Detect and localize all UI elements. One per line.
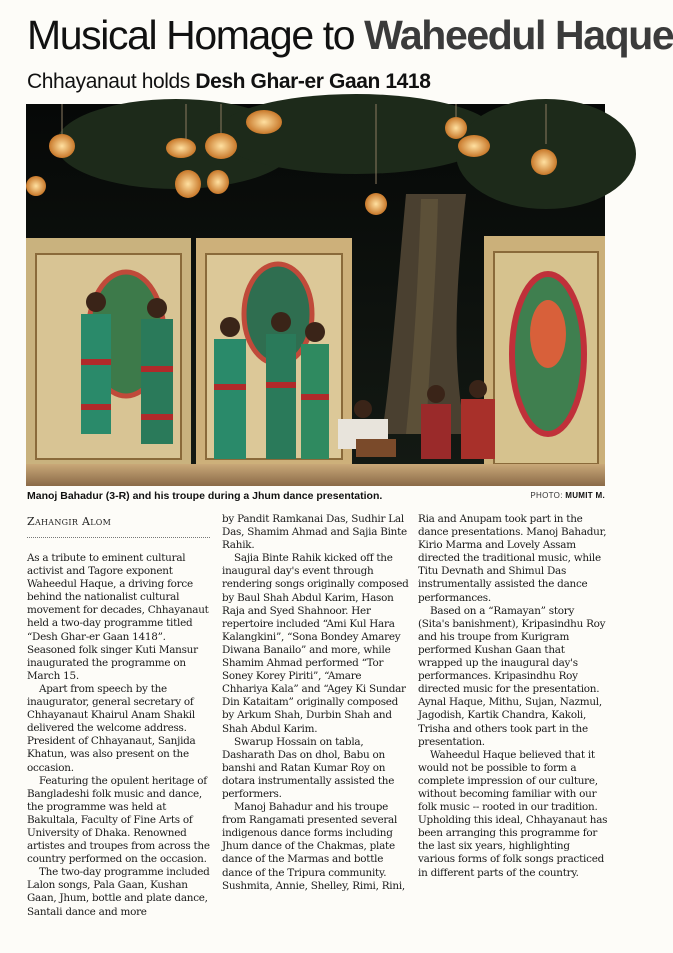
byline-divider xyxy=(27,537,210,538)
paragraph: Waheedul Haque believed that it would not be possible to form a complete impression of our culture, without becoming familiar with our folk music -- rooted in our tradition. Upholding this ideal, Chhayanaut has been arranging this programme for the last six years, highlighting various forms of folk songs practiced in different parts of the country. xyxy=(418,748,608,879)
subhead-event: Desh Ghar-er Gaan 1418 xyxy=(195,70,431,93)
headline-lead: Musical Homage to xyxy=(27,12,365,58)
subheadline xyxy=(27,70,430,94)
photo-credit-name: MUMIT M. xyxy=(565,491,605,500)
article-column-1 xyxy=(27,552,215,919)
paragraph: Apart from speech by the inaugurator, general secretary of Chhayanaut Khairul Anam Shakil delivered the welcome address. President of Chhayanaut, Sanjida Khatun, was also present on the occasion. xyxy=(27,682,196,774)
photo-caption: Manoj Bahadur (3-R) and his troupe during a Jhum dance presentation. xyxy=(27,490,383,502)
headline xyxy=(27,14,673,57)
article-column-2 xyxy=(222,513,410,893)
paragraph: by Pandit Ramkanai Das, Sudhir Lal Das, Shamim Ahmad and Sajia Binte Rahik. xyxy=(222,513,407,552)
photo-credit xyxy=(530,491,605,500)
paragraph: Sajia Binte Rahik kicked off the inaugural day's event through rendering songs originally composed by Baul Shah Abdul Karim, Hason Raja and Syed Shahnoor. Her repertoire included “Ami Kul Hara Kalangkini”, “Sona Bondey Amarey Diwana Banailo” and more, while Shamim Ahmad performed “Tor Soney Korey Piriti”, “Amare Chhariya Kala” and “Agey Ki Sundar Din Kataitam” originally composed by Arkum Shah, Durbin Shah and Shah Abdul Karim. xyxy=(222,552,409,735)
paragraph: As a tribute to eminent cultural activist and Tagore exponent Waheedul Haque, a driving force behind the nationalist cultural movement for decades, Chhayanaut held a two-day programme titled “Desh Ghar-er Gaan 1418”. Seasoned folk singer Kuti Mansur inaugurated the programme on March 15. xyxy=(27,552,209,682)
photo-credit-label: PHOTO: xyxy=(530,491,563,500)
paragraph: Swarup Hossain on tabla, Dasharath Das on dhol, Babu on banshi and Ratan Kumar Roy on dotara instrumentally assisted the performers. xyxy=(222,735,395,800)
dance-photo xyxy=(26,104,605,486)
paragraph: Featuring the opulent heritage of Bangladeshi folk music and dance, the programme was held at Bakultala, Faculty of Fine Arts of University of Dhaka. Renowned artistes and troupes from across the country performed on the occasion. xyxy=(27,774,210,866)
paragraph: Manoj Bahadur and his troupe from Rangamati presented several indigenous dance forms including Jhum dance of the Chakmas, plate dance of the Marmas and bottle dance of the Tripura community. Sushmita, Annie, Shelley, Rimi, Rini, xyxy=(222,801,405,892)
subhead-lead: Chhayanaut holds xyxy=(27,70,196,93)
byline: Zahangir Alom xyxy=(27,515,112,528)
paragraph: Ria and Anupam took part in the dance presentations. Manoj Bahadur, Kirio Marma and Lovely Assam directed the traditional music, while Titu Devnath and Shimul Das instrumentally assisted the dance performances. xyxy=(418,513,607,604)
paragraph: Based on a “Ramayan” story (Sita's banishment), Kripasindhu Roy and his troupe from Kurigram performed Kushan Gaan that wrapped up the inaugural day's performances. Kripasindhu Roy directed music for the presentation. Aynal Haque, Mithu, Sujan, Nazmul, Jagodish, Kartik Chandra, Kakoli, Trisha and others took part in the presentation. xyxy=(418,604,606,748)
headline-name: Waheedul Haque xyxy=(364,12,673,58)
article-column-3 xyxy=(418,513,608,880)
paragraph: The two-day programme included Lalon songs, Pala Gaan, Kushan Gaan, Jhum, bottle and plate dance, Santali dance and more xyxy=(27,866,210,918)
